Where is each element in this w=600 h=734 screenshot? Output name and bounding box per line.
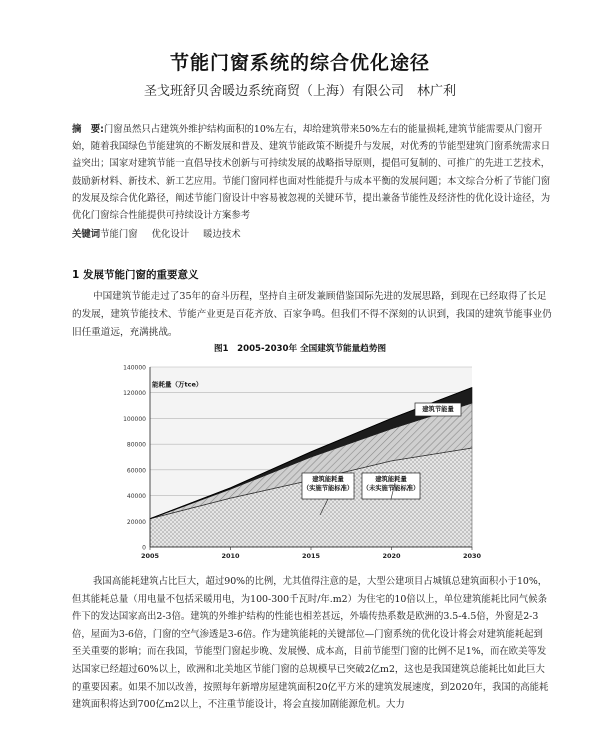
keyword-1: 节能门窗 [100, 229, 138, 240]
y-tick-label-2: 40000 [126, 493, 146, 501]
keyword-3: 暖边技术 [203, 229, 241, 240]
x-tick-label-4: 2030 [462, 552, 482, 560]
keywords-label: 关键词 [72, 229, 101, 240]
y-tick-label-4: 80000 [126, 441, 146, 449]
y-tick-label-7: 140000 [123, 364, 146, 372]
annotation-with-standard [302, 473, 354, 499]
x-tick-label-0: 2005 [140, 552, 160, 560]
annotation-with-standard-line-0: 建筑能耗量 [312, 476, 344, 483]
keywords [72, 226, 552, 240]
figure-caption: 图1 2005-2030年 全国建筑节能量趋势图 [213, 344, 387, 354]
author-line: 圣戈班舒贝舍暖边系统商贸（上海）有限公司 林广利 [143, 84, 456, 99]
annotation-without-standard [362, 473, 420, 499]
annotation-without-standard-line-1: （未实施节能标准） [362, 485, 420, 492]
annotation-energy-saving-line-0: 建筑节能量 [422, 406, 454, 413]
annotation-energy-saving [415, 403, 461, 416]
y-tick-label-5: 100000 [123, 415, 146, 423]
energy-trend-chart [110, 355, 495, 565]
x-tick-label-1: 2010 [221, 552, 240, 560]
annotation-without-standard-line-0: 建筑能耗量 [375, 476, 407, 483]
y-axis-label: 能耗量（万tce） [152, 380, 203, 389]
y-tick-label-3: 60000 [126, 467, 146, 475]
paper-title: 节能门窗系统的综合优化途径 [169, 52, 430, 74]
y-tick-label-6: 120000 [123, 390, 146, 398]
y-tick-label-0: 0 [142, 544, 146, 552]
paragraph-1: 中国建筑节能走过了35年的奋斗历程，坚持自主研发兼顾借鉴国际先进的发展思路，到现在已经取得了长足的发展，建筑节能技术、节能产业更是百花齐放、百家争鸣。但我们不得不深刻的认识到，我国的建筑节能事业仍旧任重道远，充满挑战。 [72, 291, 552, 338]
abstract-text: 门窗虽然只占建筑外维护结构面积的10%左右，却给建筑带来50%左右的能量损耗,建筑节能需要从门窗开始，随着我国绿色节能建筑的不断发展和普及、建筑节能政策不断提升与发展，对优秀的节能型建筑门窗系统需求日益突出；国家对建筑节能一直倡导技术创新与可持续发展的战略指导原则，提倡可复制的、可推广的先进工艺技术，鼓励新材料、新技术、新工艺应用。节能门窗同样也面对性能提升与成本平衡的发展问题；本文综合分析了节能门窗的发展及综合优化路径，阐述节能门窗设计中容易被忽视的关键环节，提出兼备节能性及经济性的优化设计途径，为优化门窗综合性能提供可持续设计方案参考 [72, 124, 551, 222]
y-tick-label-1: 20000 [126, 518, 146, 526]
x-tick-label-3: 2020 [382, 552, 401, 560]
paragraph-2: 我国高能耗建筑占比巨大，超过90%的比例，尤其值得注意的是，大型公建项目占城镇总建筑面积小于10%，但其能耗总量（用电量不包括采暖用电，为100-300千瓦时/年.m2）为住宅的10倍以上，单位建筑能耗比同气候条件下的发达国家高出2-3倍。建筑的外维护结构的性能也相差甚远，外墙传热系数是欧洲的3.5-4.5倍，外窗是2-3倍，屋面为3-6倍，门窗的空气渗透是3-6倍。作为建筑能耗的关键部位—门窗系统的优化设计将会对建筑能耗起到至关重要的影响；而在我国，节能型门窗起步晚、发展慢、成本高，目前节能型门窗的比例不足1%，而在欧美等发达国家已经超过60%以上，欧洲和北美地区节能门窗的总规模早已突破2亿m2，这也是我国建筑总能耗比如此巨大的重要因素。如果不加以改善，按照每年新增房屋建筑面积20亿平方米的建筑发展速度，到2020年，我国的高能耗建筑面积将达到700亿m2以上，不注重节能设计，将会直接加剧能源危机。大力 [72, 576, 549, 711]
abstract [72, 121, 552, 224]
x-tick-label-2: 2015 [301, 552, 321, 560]
section-heading: 1 发展节能门窗的重要意义 [72, 269, 199, 281]
abstract-label: 摘 要: [72, 124, 104, 135]
annotation-with-standard-line-1: （实施节能标准） [302, 485, 354, 492]
keyword-2: 优化设计 [151, 229, 190, 240]
